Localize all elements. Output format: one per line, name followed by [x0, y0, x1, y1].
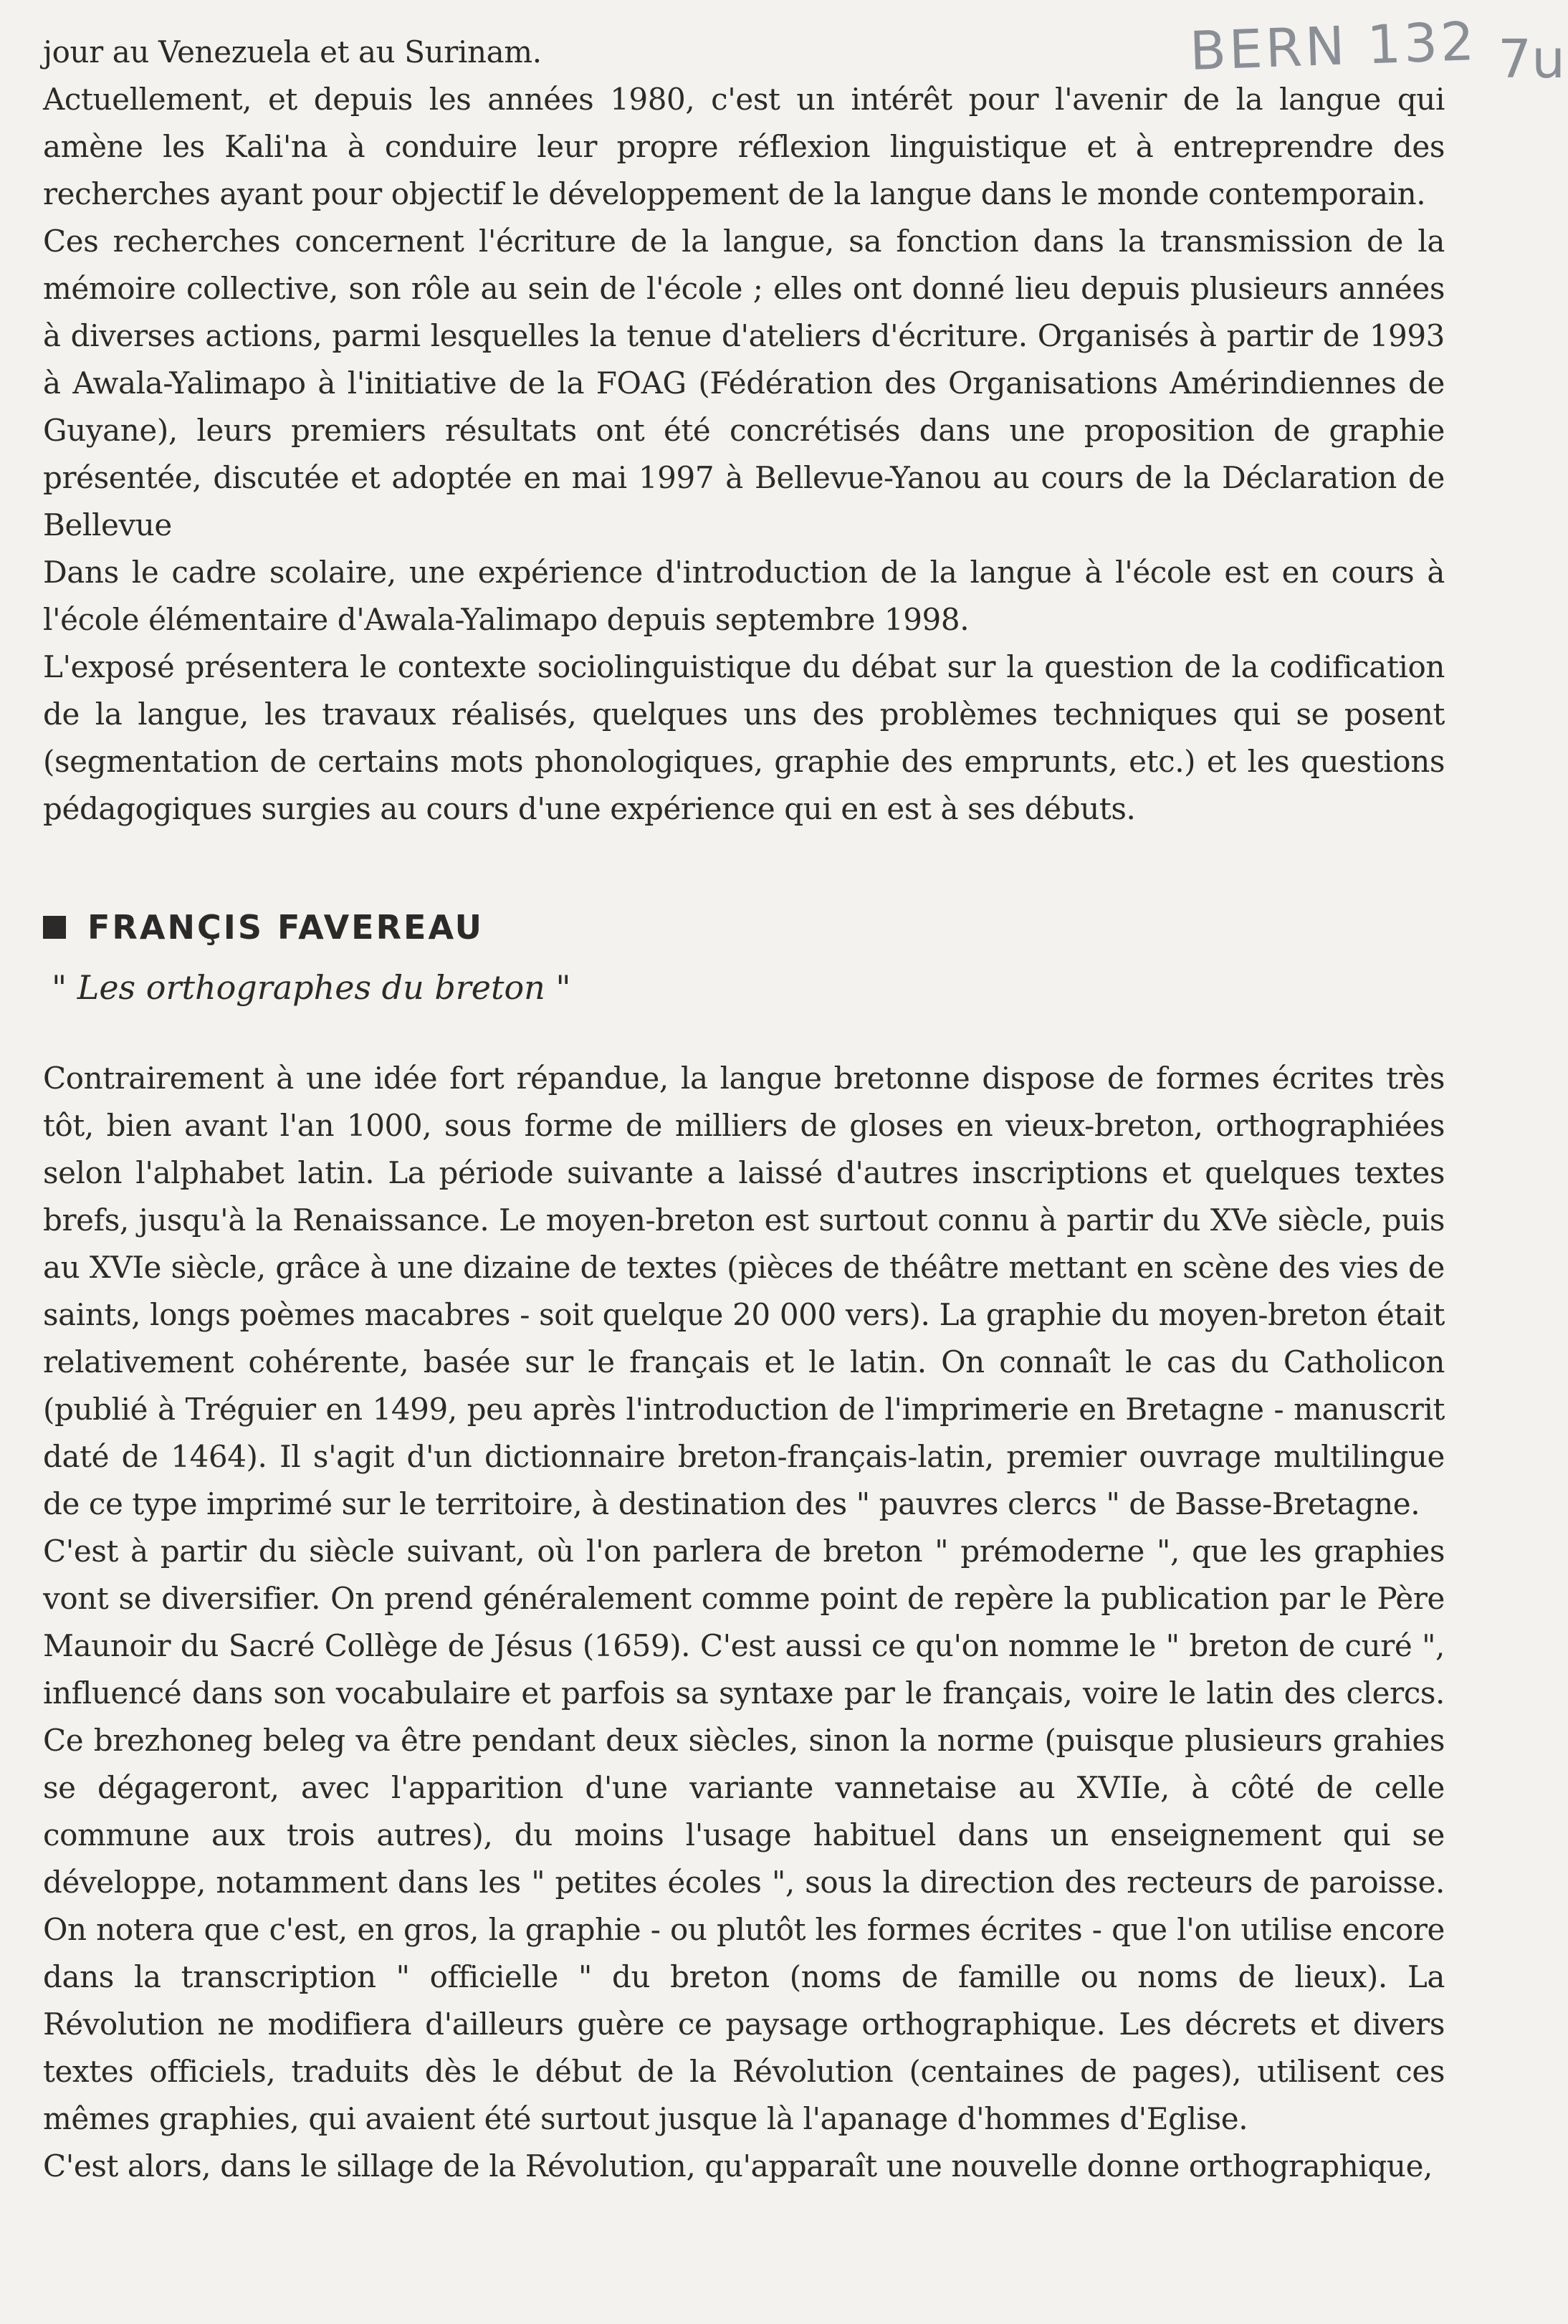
author-name: FRANÇIS FAVEREAU [87, 908, 484, 947]
paragraph: Contrairement à une idée fort répandue, la langue bretonne dispose de formes écrites très tôt, bien avant l'an 1000, sous forme de milliers de gloses en vieux-breton, orthographiées selon l'alphabet latin. La période suivante a laissé d'autres inscriptions et quelques textes brefs, jusqu'à la Renaissance. Le moyen-breton est surtout connu à partir du XVe siècle, puis au XVIe siècle, grâce à une dizaine de textes (pièces de théâtre mettant en scène des vies de saints, longs poèmes macabres - soit quelque 20 000 vers). La graphie du moyen-breton était relativement cohérente, basée sur le français et le latin. On connaît le cas du Catholicon (publié à Tréguier en 1499, peu après l'introduction de l'imprimerie en Bretagne - manuscrit daté de 1464). Il s'agit d'un dictionnaire breton-français-latin, premier ouvrage multilingue de ce type imprimé sur le territoire, à destination des " pauvres clercs " de Basse-Bretagne. [43, 1061, 1445, 1521]
bullet-square-icon [43, 916, 66, 939]
paragraph: Ces recherches concernent l'écriture de la langue, sa fonction dans la transmission de la mémoire collective, son rôle au sein de l'école ; elles ont donné lieu depuis plusieurs années à diverses actions, parmi lesquelles la tenue d'ateliers d'écriture. Organisés à partir de 1993 à Awala-Yalimapo à l'initiative de la FOAG (Fédération des Organisations Amérindiennes de Guyane), leurs premiers résultats ont été concrétisés dans une proposition de graphie présentée, discutée et adoptée en mai 1997 à Bellevue-Yanou au cours de la Déclaration de Bellevue [43, 224, 1445, 542]
paragraph: Actuellement, et depuis les années 1980, c'est un intérêt pour l'avenir de la langue qui amène les Kali'na à conduire leur propre réflexion linguistique et à entreprendre des recherches ayant pour objectif le développement de la langue dans le monde contemporain. [43, 82, 1445, 211]
paragraph: L'exposé présentera le contexte sociolinguistique du débat sur la question de la codification de la langue, les travaux réalisés, quelques uns des problèmes techniques qui se posent (segmentation de certains mots phonologiques, graphie des emprunts, etc.) et les questions pédagogiques surgies au cours d'une expérience qui en est à ses débuts. [43, 649, 1445, 826]
section-heading [43, 899, 1445, 956]
handwritten-annotation: BERN 132 [1188, 11, 1478, 82]
body-block [43, 1055, 1445, 2190]
handwritten-mark: 7u [1498, 29, 1565, 90]
intro-block [43, 29, 1445, 833]
document-page [43, 29, 1445, 2190]
paragraph: C'est à partir du siècle suivant, où l'on parlera de breton " prémoderne ", que les graphies vont se diversifier. On prend généralement comme point de repère la publication par le Père Maunoir du Sacré Collège de Jésus (1659). C'est aussi ce qu'on nomme le " breton de curé ", influencé dans son vocabulaire et parfois sa syntaxe par le français, voire le latin des clercs. Ce brezhoneg beleg va être pendant deux siècles, sinon la norme (puisque plusieurs grahies se dégageront, avec l'apparition d'une variante vannetaise au XVIIe, à côté de celle commune aux trois autres), du moins l'usage habituel dans un enseignement qui se développe, notamment dans les " petites écoles ", sous la direction des recteurs de paroisse. On notera que c'est, en gros, la graphie - ou plutôt les formes écrites - que l'on utilise encore dans la transcription " officielle " du breton (noms de famille ou noms de lieux). La Révolution ne modifiera d'ailleurs guère ce paysage orthographique. Les décrets et divers textes officiels, traduits dès le début de la Révolution (centaines de pages), utilisent ces mêmes graphies, qui avaient été surtout jusque là l'apanage d'hommes d'Eglise. [43, 1534, 1445, 2136]
talk-title: " Les orthographes du breton " [52, 968, 571, 1007]
paragraph: Dans le cadre scolaire, une expérience d'introduction de la langue à l'école est en cours à l'école élémentaire d'Awala-Yalimapo depuis septembre 1998. [43, 555, 1445, 637]
paragraph: C'est alors, dans le sillage de la Révolution, qu'apparaît une nouvelle donne orthographique, [43, 2148, 1433, 2184]
paragraph: jour au Venezuela et au Surinam. [43, 34, 542, 70]
